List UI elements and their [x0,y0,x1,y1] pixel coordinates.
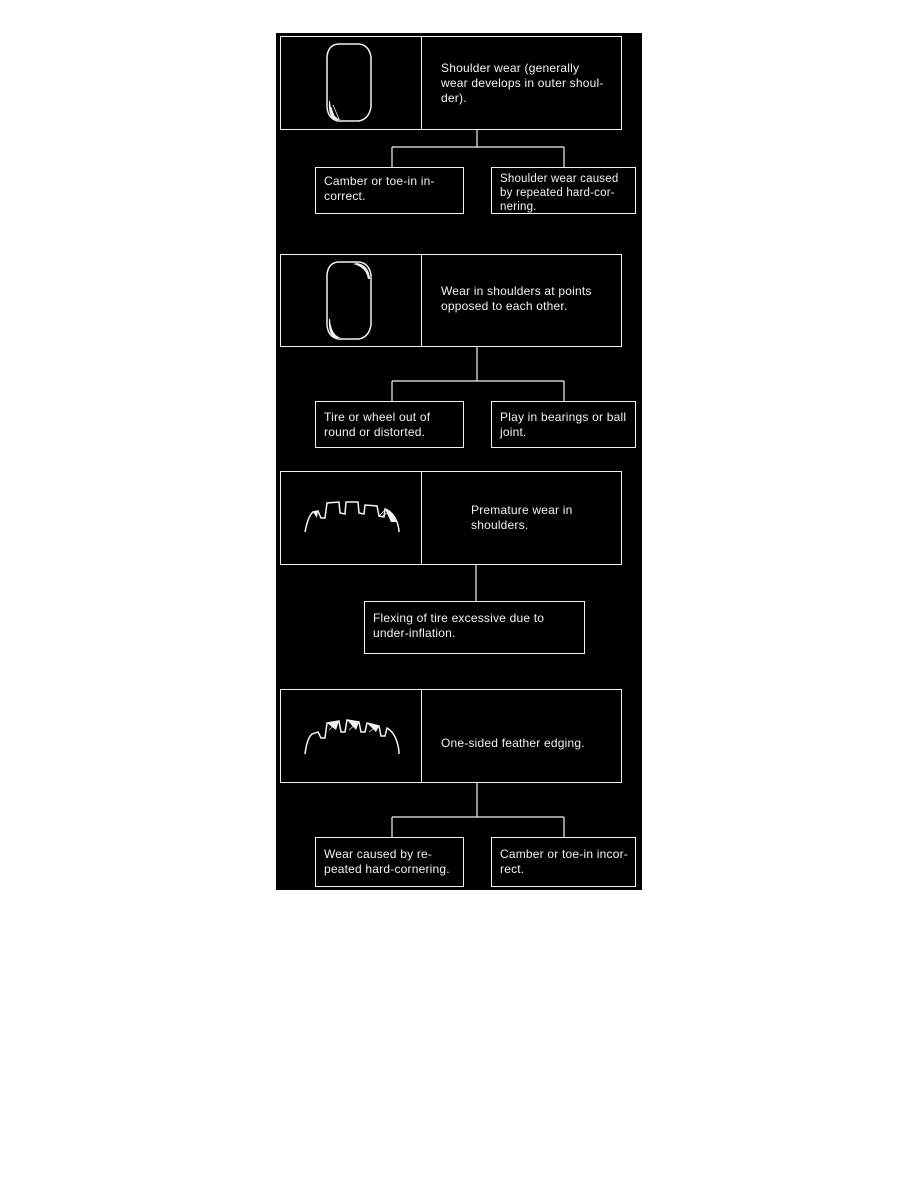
cause-box [364,601,585,654]
cause-text: Tire or wheel out of round or distorted. [324,410,431,439]
cause-box [491,401,636,448]
cause-box [491,837,636,887]
cause-box [491,167,636,214]
cause-box [315,167,464,214]
cause-text: Wear caused by re- peated hard-cornering. [324,847,450,876]
symptom-box-shoulder-wear [280,36,622,130]
tire-opposed-shoulder-wear-icon [281,255,420,346]
symptom-box-feather-edging [280,689,622,783]
tire-wear-diagram [276,33,642,890]
cause-text: Shoulder wear caused by repeated hard-cor- nering. [500,173,619,213]
cause-box [315,837,464,887]
tread-feather-edge-icon [281,690,420,782]
symptom-description: One-sided feather edging. [441,736,585,750]
symptom-description: Premature wear in shoulders. [471,503,573,532]
cause-text: Flexing of tire excessive due to under-inflation. [373,611,545,640]
cause-box [315,401,464,448]
cause-text: Camber or toe-in incor- rect. [500,847,628,876]
tire-shoulder-wear-outer-icon [281,37,420,129]
symptom-box-opposed-shoulder-wear [280,254,622,347]
tread-shoulder-wear-icon [281,472,420,564]
cause-text: Camber or toe-in in- correct. [324,174,435,203]
symptom-box-premature-shoulder-wear [280,471,622,565]
symptom-description: Shoulder wear (generally wear develops in outer shoul- der). [441,61,604,105]
cause-text: Play in bearings or ball joint. [500,410,627,439]
symptom-description: Wear in shoulders at points opposed to each other. [441,284,592,313]
